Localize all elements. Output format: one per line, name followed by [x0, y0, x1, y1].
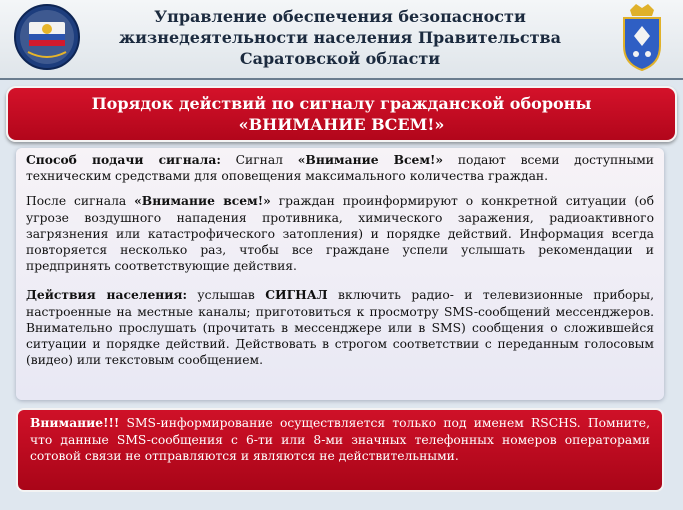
banner-line-1: Порядок действий по сигналу гражданской обороны — [91, 94, 592, 113]
banner-line-2: «ВНИМАНИЕ ВСЕМ!» — [238, 115, 445, 134]
population-actions-text-2: включить радио- и телевизионные приборы, настроенные на местные каналы; приготовиться к просмотру SMS-сообщений мессенджеров. Внимательно прослушать (прочитать в мессенджере или в SMS) сообщения о сложившейся ситуации и порядке действий. Действовать в строгом соответствии с переданным голосовым (видео) или текстовым сообщением. — [26, 288, 654, 368]
header-line-3: Саратовской области — [239, 49, 441, 68]
header-line-1: Управление обеспечения безопасности — [154, 7, 526, 26]
signal-method-paragraph — [26, 152, 654, 184]
after-signal-paragraph — [26, 193, 654, 274]
warning-label: Внимание!!! — [30, 415, 120, 430]
header-title — [95, 6, 585, 69]
population-actions-paragraph — [26, 287, 654, 368]
signal-method-text-2: подают всеми доступными техническим средствами для оповещения максимального количества граждан. — [26, 153, 654, 184]
warning-text: SMS-информирование осуществляется только под именем RSCHS. Помните, что данные SMS-сообщения с 6-ти или 8-ми значных телефонных номеров операторами сотовой связи не отправляются и являются не действительными. — [30, 416, 650, 464]
sms-warning-panel — [16, 408, 664, 492]
after-signal-signal: «Внимание всем!» — [134, 193, 271, 209]
population-actions-signal: СИГНАЛ — [265, 287, 328, 303]
signal-method-text-1: Сигнал — [220, 153, 298, 167]
after-signal-text-1: После сигнала — [26, 194, 135, 209]
header-line-2: жизнедеятельности населения Правительства — [119, 28, 561, 47]
saratov-coat-of-arms-icon — [616, 2, 668, 72]
signal-method-label: Способ подачи сигнала: — [26, 152, 221, 167]
instructions-panel — [16, 148, 664, 400]
mchs-emblem-icon — [14, 4, 80, 70]
after-signal-text-2: граждан проинформируют о конкретной ситуации (об угрозе воздушного нападения противника, химического заражения, радиоактивного загрязнения или катастрофического затопления) и порядке действий. Информация всегда повторяется несколько раз, чтобы все граждане успели услышать рекомендации и предпринять соответствующие действия. — [26, 194, 654, 274]
title-banner — [6, 86, 677, 142]
header — [0, 0, 683, 80]
population-actions-label: Действия населения: — [26, 287, 188, 303]
signal-method-signal: «Внимание Всем!» — [297, 152, 444, 167]
population-actions-text-1: услышав — [187, 288, 266, 303]
